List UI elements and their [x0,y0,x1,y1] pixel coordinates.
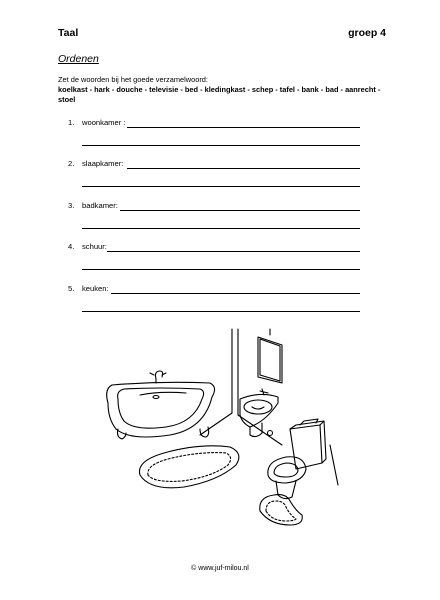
answer-line[interactable] [82,311,360,312]
answer-line[interactable] [111,293,360,294]
item-number: 3. [68,201,75,210]
answer-item [0,159,440,189]
mirror-drawing [258,337,282,383]
item-number: 2. [68,159,75,168]
answer-line[interactable] [127,127,360,128]
answer-line[interactable] [82,269,360,270]
answer-line[interactable] [82,186,360,187]
bath-mat-drawing [140,446,239,488]
instruction-text: Zet de woorden bij het goede verzamelwoord: [58,75,208,84]
item-number: 5. [68,284,75,293]
item-label: woonkamer : [82,118,126,127]
answer-line[interactable] [120,210,360,211]
bathtub-drawing [107,371,215,439]
instruction-block [58,75,388,105]
group-label: groep 4 [348,27,386,39]
item-label: schuur: [82,242,107,251]
bathroom-illustration [100,325,340,530]
room-walls-drawing [200,329,338,485]
copyright-footer: © www.juf-milou.nl [191,565,249,572]
answer-line[interactable] [107,251,360,252]
item-number: 4. [68,242,75,251]
subject-label: Taal [58,27,79,39]
answer-line[interactable] [127,168,360,169]
toilet-drawing [268,419,326,499]
word-list: koelkast - hark - douche - televisie - bed - kledingkast - schep - tafel - bank - bad - aanrecht - stoel [58,85,381,104]
item-label: keuken: [82,284,109,293]
answer-item [0,118,440,148]
item-label: slaapkamer: [82,159,124,168]
answer-line[interactable] [82,228,360,229]
page-title: Ordenen [58,53,99,65]
answer-item [0,201,440,231]
item-number: 1. [68,118,75,127]
answer-item [0,284,440,314]
answer-line[interactable] [82,145,360,146]
item-label: badkamer: [82,201,118,210]
answer-item [0,242,440,272]
toilet-mat-drawing [260,495,302,525]
